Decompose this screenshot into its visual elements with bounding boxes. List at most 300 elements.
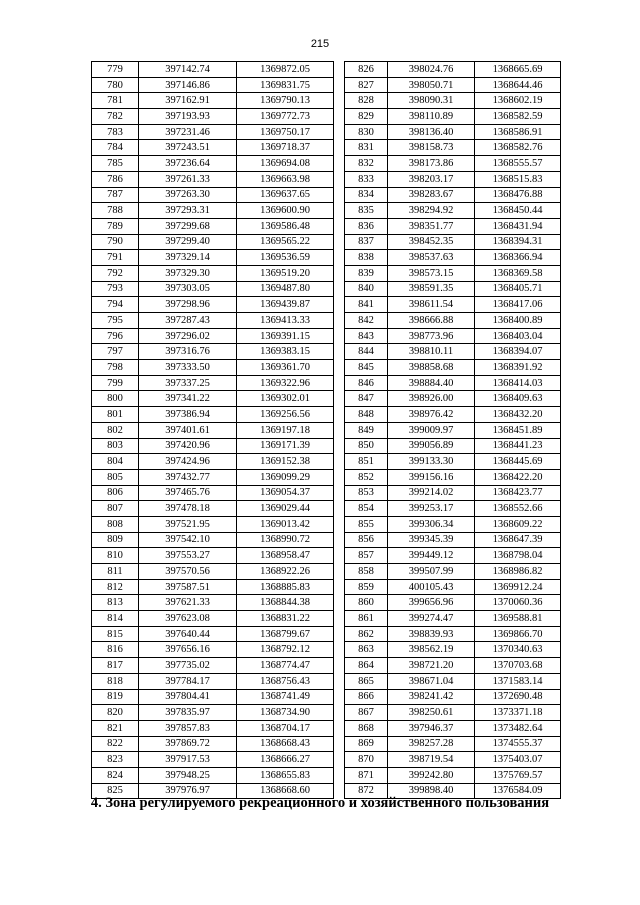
point-number-cell: 853 bbox=[345, 485, 388, 501]
point-number-cell: 847 bbox=[345, 391, 388, 407]
point-number-cell: 839 bbox=[345, 265, 388, 281]
table-row bbox=[92, 297, 334, 313]
y-coordinate-cell: 1368403.04 bbox=[475, 328, 561, 344]
y-coordinate-cell: 1368441.23 bbox=[475, 438, 561, 454]
table-row bbox=[92, 516, 334, 532]
y-coordinate-cell: 1369586.48 bbox=[237, 218, 334, 234]
table-row bbox=[345, 375, 561, 391]
table-row bbox=[92, 391, 334, 407]
point-number-cell: 784 bbox=[92, 140, 139, 156]
x-coordinate-cell: 397869.72 bbox=[139, 736, 237, 752]
table-row bbox=[345, 124, 561, 140]
x-coordinate-cell: 398452.35 bbox=[388, 234, 475, 250]
point-number-cell: 816 bbox=[92, 642, 139, 658]
table-row bbox=[345, 422, 561, 438]
table-row bbox=[345, 501, 561, 517]
point-number-cell: 869 bbox=[345, 736, 388, 752]
x-coordinate-cell: 399274.47 bbox=[388, 611, 475, 627]
table-row bbox=[92, 501, 334, 517]
x-coordinate-cell: 397329.14 bbox=[139, 250, 237, 266]
y-coordinate-cell: 1369383.15 bbox=[237, 344, 334, 360]
y-coordinate-cell: 1373371.18 bbox=[475, 705, 561, 721]
table-row bbox=[345, 658, 561, 674]
x-coordinate-cell: 397401.61 bbox=[139, 422, 237, 438]
table-row bbox=[345, 93, 561, 109]
point-number-cell: 819 bbox=[92, 689, 139, 705]
y-coordinate-cell: 1371583.14 bbox=[475, 673, 561, 689]
table-row bbox=[92, 595, 334, 611]
table-row bbox=[92, 93, 334, 109]
y-coordinate-cell: 1368734.90 bbox=[237, 705, 334, 721]
point-number-cell: 800 bbox=[92, 391, 139, 407]
table-row bbox=[345, 532, 561, 548]
table-row bbox=[345, 642, 561, 658]
y-coordinate-cell: 1368394.07 bbox=[475, 344, 561, 360]
table-row bbox=[92, 626, 334, 642]
y-coordinate-cell: 1368451.89 bbox=[475, 422, 561, 438]
x-coordinate-cell: 398591.35 bbox=[388, 281, 475, 297]
table-row bbox=[92, 548, 334, 564]
y-coordinate-cell: 1373482.64 bbox=[475, 720, 561, 736]
x-coordinate-cell: 399306.34 bbox=[388, 516, 475, 532]
table-row bbox=[345, 344, 561, 360]
table-row bbox=[345, 673, 561, 689]
y-coordinate-cell: 1368391.92 bbox=[475, 360, 561, 376]
x-coordinate-cell: 397263.30 bbox=[139, 187, 237, 203]
y-coordinate-cell: 1368414.03 bbox=[475, 375, 561, 391]
table-row bbox=[92, 642, 334, 658]
y-coordinate-cell: 1374555.37 bbox=[475, 736, 561, 752]
x-coordinate-cell: 398351.77 bbox=[388, 218, 475, 234]
point-number-cell: 799 bbox=[92, 375, 139, 391]
y-coordinate-cell: 1368431.94 bbox=[475, 218, 561, 234]
y-coordinate-cell: 1368799.67 bbox=[237, 626, 334, 642]
y-coordinate-cell: 1368704.17 bbox=[237, 720, 334, 736]
point-number-cell: 862 bbox=[345, 626, 388, 642]
point-number-cell: 792 bbox=[92, 265, 139, 281]
table-row bbox=[92, 720, 334, 736]
x-coordinate-cell: 398136.40 bbox=[388, 124, 475, 140]
y-coordinate-cell: 1369588.81 bbox=[475, 611, 561, 627]
x-coordinate-cell: 399214.02 bbox=[388, 485, 475, 501]
point-number-cell: 850 bbox=[345, 438, 388, 454]
x-coordinate-cell: 398250.61 bbox=[388, 705, 475, 721]
table-row bbox=[92, 736, 334, 752]
y-coordinate-cell: 1368885.83 bbox=[237, 579, 334, 595]
point-number-cell: 828 bbox=[345, 93, 388, 109]
point-number-cell: 870 bbox=[345, 752, 388, 768]
point-number-cell: 836 bbox=[345, 218, 388, 234]
point-number-cell: 802 bbox=[92, 422, 139, 438]
point-number-cell: 838 bbox=[345, 250, 388, 266]
point-number-cell: 809 bbox=[92, 532, 139, 548]
x-coordinate-cell: 397587.51 bbox=[139, 579, 237, 595]
y-coordinate-cell: 1369099.29 bbox=[237, 469, 334, 485]
x-coordinate-cell: 397623.08 bbox=[139, 611, 237, 627]
y-coordinate-cell: 1369565.22 bbox=[237, 234, 334, 250]
table-row bbox=[345, 187, 561, 203]
y-coordinate-cell: 1368986.82 bbox=[475, 564, 561, 580]
x-coordinate-cell: 397917.53 bbox=[139, 752, 237, 768]
y-coordinate-cell: 1368409.63 bbox=[475, 391, 561, 407]
x-coordinate-cell: 397386.94 bbox=[139, 407, 237, 423]
y-coordinate-cell: 1369256.56 bbox=[237, 407, 334, 423]
y-coordinate-cell: 1368831.22 bbox=[237, 611, 334, 627]
table-row bbox=[345, 469, 561, 485]
table-row bbox=[92, 313, 334, 329]
x-coordinate-cell: 397303.05 bbox=[139, 281, 237, 297]
point-number-cell: 793 bbox=[92, 281, 139, 297]
point-number-cell: 787 bbox=[92, 187, 139, 203]
x-coordinate-cell: 399345.39 bbox=[388, 532, 475, 548]
y-coordinate-cell: 1368405.71 bbox=[475, 281, 561, 297]
x-coordinate-cell: 397656.16 bbox=[139, 642, 237, 658]
y-coordinate-cell: 1368609.22 bbox=[475, 516, 561, 532]
section-heading: 4. Зона регулируемого рекреационного и хозяйственного пользования bbox=[90, 795, 550, 811]
point-number-cell: 826 bbox=[345, 62, 388, 78]
y-coordinate-cell: 1372690.48 bbox=[475, 689, 561, 705]
x-coordinate-cell: 398976.42 bbox=[388, 407, 475, 423]
table-row bbox=[92, 124, 334, 140]
x-coordinate-cell: 397424.96 bbox=[139, 454, 237, 470]
table-row bbox=[345, 77, 561, 93]
coordinates-table-body bbox=[345, 62, 561, 799]
point-number-cell: 857 bbox=[345, 548, 388, 564]
x-coordinate-cell: 397735.02 bbox=[139, 658, 237, 674]
x-coordinate-cell: 398173.86 bbox=[388, 156, 475, 172]
x-coordinate-cell: 398810.11 bbox=[388, 344, 475, 360]
table-row bbox=[92, 752, 334, 768]
y-coordinate-cell: 1368647.39 bbox=[475, 532, 561, 548]
x-coordinate-cell: 397553.27 bbox=[139, 548, 237, 564]
y-coordinate-cell: 1369391.15 bbox=[237, 328, 334, 344]
table-row bbox=[92, 265, 334, 281]
point-number-cell: 866 bbox=[345, 689, 388, 705]
point-number-cell: 783 bbox=[92, 124, 139, 140]
x-coordinate-cell: 398773.96 bbox=[388, 328, 475, 344]
point-number-cell: 785 bbox=[92, 156, 139, 172]
y-coordinate-cell: 1369302.01 bbox=[237, 391, 334, 407]
table-row bbox=[345, 109, 561, 125]
point-number-cell: 794 bbox=[92, 297, 139, 313]
y-coordinate-cell: 1369637.65 bbox=[237, 187, 334, 203]
point-number-cell: 872 bbox=[345, 783, 388, 799]
x-coordinate-cell: 397162.91 bbox=[139, 93, 237, 109]
x-coordinate-cell: 397299.68 bbox=[139, 218, 237, 234]
table-row bbox=[92, 171, 334, 187]
x-coordinate-cell: 399242.80 bbox=[388, 767, 475, 783]
y-coordinate-cell: 1369322.96 bbox=[237, 375, 334, 391]
point-number-cell: 864 bbox=[345, 658, 388, 674]
point-number-cell: 841 bbox=[345, 297, 388, 313]
table-row bbox=[345, 281, 561, 297]
y-coordinate-cell: 1368369.58 bbox=[475, 265, 561, 281]
point-number-cell: 859 bbox=[345, 579, 388, 595]
point-number-cell: 849 bbox=[345, 422, 388, 438]
point-number-cell: 813 bbox=[92, 595, 139, 611]
table-row bbox=[345, 720, 561, 736]
table-row bbox=[345, 752, 561, 768]
table-row bbox=[345, 454, 561, 470]
point-number-cell: 782 bbox=[92, 109, 139, 125]
x-coordinate-cell: 398050.71 bbox=[388, 77, 475, 93]
point-number-cell: 831 bbox=[345, 140, 388, 156]
x-coordinate-cell: 398671.04 bbox=[388, 673, 475, 689]
table-row bbox=[345, 611, 561, 627]
y-coordinate-cell: 1368741.49 bbox=[237, 689, 334, 705]
x-coordinate-cell: 397299.40 bbox=[139, 234, 237, 250]
y-coordinate-cell: 1368450.44 bbox=[475, 203, 561, 219]
y-coordinate-cell: 1368422.20 bbox=[475, 469, 561, 485]
x-coordinate-cell: 397296.02 bbox=[139, 328, 237, 344]
x-coordinate-cell: 397784.17 bbox=[139, 673, 237, 689]
point-number-cell: 835 bbox=[345, 203, 388, 219]
table-row bbox=[92, 705, 334, 721]
x-coordinate-cell: 397835.97 bbox=[139, 705, 237, 721]
x-coordinate-cell: 397243.51 bbox=[139, 140, 237, 156]
point-number-cell: 829 bbox=[345, 109, 388, 125]
x-coordinate-cell: 397142.74 bbox=[139, 62, 237, 78]
x-coordinate-cell: 398024.76 bbox=[388, 62, 475, 78]
table-row bbox=[92, 77, 334, 93]
x-coordinate-cell: 399898.40 bbox=[388, 783, 475, 799]
table-row bbox=[92, 203, 334, 219]
x-coordinate-cell: 398203.17 bbox=[388, 171, 475, 187]
point-number-cell: 845 bbox=[345, 360, 388, 376]
table-row bbox=[92, 281, 334, 297]
x-coordinate-cell: 397465.76 bbox=[139, 485, 237, 501]
y-coordinate-cell: 1369750.17 bbox=[237, 124, 334, 140]
x-coordinate-cell: 398283.67 bbox=[388, 187, 475, 203]
x-coordinate-cell: 397521.95 bbox=[139, 516, 237, 532]
y-coordinate-cell: 1368555.57 bbox=[475, 156, 561, 172]
y-coordinate-cell: 1369171.39 bbox=[237, 438, 334, 454]
table-row bbox=[345, 485, 561, 501]
x-coordinate-cell: 397146.86 bbox=[139, 77, 237, 93]
table-row bbox=[345, 156, 561, 172]
point-number-cell: 803 bbox=[92, 438, 139, 454]
table-row bbox=[92, 109, 334, 125]
point-number-cell: 818 bbox=[92, 673, 139, 689]
table-row bbox=[92, 564, 334, 580]
x-coordinate-cell: 398110.89 bbox=[388, 109, 475, 125]
table-row bbox=[345, 313, 561, 329]
point-number-cell: 854 bbox=[345, 501, 388, 517]
x-coordinate-cell: 397261.33 bbox=[139, 171, 237, 187]
point-number-cell: 807 bbox=[92, 501, 139, 517]
x-coordinate-cell: 398573.15 bbox=[388, 265, 475, 281]
point-number-cell: 810 bbox=[92, 548, 139, 564]
x-coordinate-cell: 397570.56 bbox=[139, 564, 237, 580]
table-row bbox=[345, 140, 561, 156]
y-coordinate-cell: 1369718.37 bbox=[237, 140, 334, 156]
point-number-cell: 861 bbox=[345, 611, 388, 627]
point-number-cell: 840 bbox=[345, 281, 388, 297]
point-number-cell: 843 bbox=[345, 328, 388, 344]
point-number-cell: 805 bbox=[92, 469, 139, 485]
table-row bbox=[345, 736, 561, 752]
table-row bbox=[345, 407, 561, 423]
table-row bbox=[345, 438, 561, 454]
table-row bbox=[345, 391, 561, 407]
y-coordinate-cell: 1369912.24 bbox=[475, 579, 561, 595]
point-number-cell: 822 bbox=[92, 736, 139, 752]
x-coordinate-cell: 397333.50 bbox=[139, 360, 237, 376]
y-coordinate-cell: 1368582.76 bbox=[475, 140, 561, 156]
point-number-cell: 868 bbox=[345, 720, 388, 736]
table-row bbox=[92, 328, 334, 344]
x-coordinate-cell: 397193.93 bbox=[139, 109, 237, 125]
y-coordinate-cell: 1369413.33 bbox=[237, 313, 334, 329]
point-number-cell: 827 bbox=[345, 77, 388, 93]
y-coordinate-cell: 1369152.38 bbox=[237, 454, 334, 470]
x-coordinate-cell: 397420.96 bbox=[139, 438, 237, 454]
x-coordinate-cell: 397804.41 bbox=[139, 689, 237, 705]
table-row bbox=[92, 438, 334, 454]
y-coordinate-cell: 1368644.46 bbox=[475, 77, 561, 93]
y-coordinate-cell: 1370340.63 bbox=[475, 642, 561, 658]
x-coordinate-cell: 399056.89 bbox=[388, 438, 475, 454]
y-coordinate-cell: 1369872.05 bbox=[237, 62, 334, 78]
x-coordinate-cell: 399133.30 bbox=[388, 454, 475, 470]
y-coordinate-cell: 1368844.38 bbox=[237, 595, 334, 611]
table-row bbox=[345, 171, 561, 187]
y-coordinate-cell: 1369600.90 bbox=[237, 203, 334, 219]
table-row bbox=[345, 234, 561, 250]
point-number-cell: 786 bbox=[92, 171, 139, 187]
x-coordinate-cell: 397341.22 bbox=[139, 391, 237, 407]
point-number-cell: 823 bbox=[92, 752, 139, 768]
y-coordinate-cell: 1368366.94 bbox=[475, 250, 561, 266]
x-coordinate-cell: 398721.20 bbox=[388, 658, 475, 674]
table-row bbox=[345, 62, 561, 78]
point-number-cell: 808 bbox=[92, 516, 139, 532]
x-coordinate-cell: 398294.92 bbox=[388, 203, 475, 219]
x-coordinate-cell: 398611.54 bbox=[388, 297, 475, 313]
y-coordinate-cell: 1369694.08 bbox=[237, 156, 334, 172]
table-row bbox=[92, 360, 334, 376]
point-number-cell: 844 bbox=[345, 344, 388, 360]
point-number-cell: 863 bbox=[345, 642, 388, 658]
x-coordinate-cell: 397946.37 bbox=[388, 720, 475, 736]
point-number-cell: 846 bbox=[345, 375, 388, 391]
point-number-cell: 789 bbox=[92, 218, 139, 234]
x-coordinate-cell: 399253.17 bbox=[388, 501, 475, 517]
y-coordinate-cell: 1369663.98 bbox=[237, 171, 334, 187]
point-number-cell: 867 bbox=[345, 705, 388, 721]
x-coordinate-cell: 399449.12 bbox=[388, 548, 475, 564]
x-coordinate-cell: 397948.25 bbox=[139, 767, 237, 783]
y-coordinate-cell: 1368432.20 bbox=[475, 407, 561, 423]
point-number-cell: 833 bbox=[345, 171, 388, 187]
table-row bbox=[92, 767, 334, 783]
y-coordinate-cell: 1368922.26 bbox=[237, 564, 334, 580]
point-number-cell: 797 bbox=[92, 344, 139, 360]
y-coordinate-cell: 1375769.57 bbox=[475, 767, 561, 783]
point-number-cell: 817 bbox=[92, 658, 139, 674]
point-number-cell: 865 bbox=[345, 673, 388, 689]
point-number-cell: 834 bbox=[345, 187, 388, 203]
y-coordinate-cell: 1369029.44 bbox=[237, 501, 334, 517]
point-number-cell: 804 bbox=[92, 454, 139, 470]
x-coordinate-cell: 397293.31 bbox=[139, 203, 237, 219]
point-number-cell: 790 bbox=[92, 234, 139, 250]
x-coordinate-cell: 398537.63 bbox=[388, 250, 475, 266]
point-number-cell: 871 bbox=[345, 767, 388, 783]
x-coordinate-cell: 397857.83 bbox=[139, 720, 237, 736]
table-row bbox=[92, 611, 334, 627]
y-coordinate-cell: 1368990.72 bbox=[237, 532, 334, 548]
y-coordinate-cell: 1369487.80 bbox=[237, 281, 334, 297]
y-coordinate-cell: 1368423.77 bbox=[475, 485, 561, 501]
x-coordinate-cell: 397640.44 bbox=[139, 626, 237, 642]
x-coordinate-cell: 399009.97 bbox=[388, 422, 475, 438]
table-row bbox=[92, 532, 334, 548]
x-coordinate-cell: 397432.77 bbox=[139, 469, 237, 485]
y-coordinate-cell: 1369866.70 bbox=[475, 626, 561, 642]
table-row bbox=[92, 218, 334, 234]
point-number-cell: 791 bbox=[92, 250, 139, 266]
table-row bbox=[345, 360, 561, 376]
table-row bbox=[92, 344, 334, 360]
point-number-cell: 779 bbox=[92, 62, 139, 78]
table-row bbox=[345, 328, 561, 344]
y-coordinate-cell: 1368515.83 bbox=[475, 171, 561, 187]
table-row bbox=[345, 579, 561, 595]
table-row bbox=[92, 62, 334, 78]
y-coordinate-cell: 1368756.43 bbox=[237, 673, 334, 689]
x-coordinate-cell: 397287.43 bbox=[139, 313, 237, 329]
table-row bbox=[345, 564, 561, 580]
y-coordinate-cell: 1369772.73 bbox=[237, 109, 334, 125]
point-number-cell: 825 bbox=[92, 783, 139, 799]
x-coordinate-cell: 398158.73 bbox=[388, 140, 475, 156]
point-number-cell: 858 bbox=[345, 564, 388, 580]
point-number-cell: 855 bbox=[345, 516, 388, 532]
point-number-cell: 780 bbox=[92, 77, 139, 93]
x-coordinate-cell: 397231.46 bbox=[139, 124, 237, 140]
x-coordinate-cell: 397478.18 bbox=[139, 501, 237, 517]
x-coordinate-cell: 398839.93 bbox=[388, 626, 475, 642]
table-row bbox=[345, 595, 561, 611]
table-row bbox=[92, 673, 334, 689]
point-number-cell: 781 bbox=[92, 93, 139, 109]
table-row bbox=[92, 485, 334, 501]
x-coordinate-cell: 398926.00 bbox=[388, 391, 475, 407]
x-coordinate-cell: 397329.30 bbox=[139, 265, 237, 281]
table-row bbox=[92, 454, 334, 470]
table-row bbox=[92, 234, 334, 250]
y-coordinate-cell: 1368798.04 bbox=[475, 548, 561, 564]
point-number-cell: 830 bbox=[345, 124, 388, 140]
point-number-cell: 815 bbox=[92, 626, 139, 642]
table-row bbox=[345, 705, 561, 721]
y-coordinate-cell: 1375403.07 bbox=[475, 752, 561, 768]
point-number-cell: 798 bbox=[92, 360, 139, 376]
x-coordinate-cell: 398090.31 bbox=[388, 93, 475, 109]
point-number-cell: 801 bbox=[92, 407, 139, 423]
table-row bbox=[92, 187, 334, 203]
point-number-cell: 852 bbox=[345, 469, 388, 485]
table-row bbox=[345, 250, 561, 266]
x-coordinate-cell: 398884.40 bbox=[388, 375, 475, 391]
y-coordinate-cell: 1369519.20 bbox=[237, 265, 334, 281]
y-coordinate-cell: 1368666.27 bbox=[237, 752, 334, 768]
point-number-cell: 812 bbox=[92, 579, 139, 595]
y-coordinate-cell: 1368417.06 bbox=[475, 297, 561, 313]
y-coordinate-cell: 1369361.70 bbox=[237, 360, 334, 376]
x-coordinate-cell: 398257.28 bbox=[388, 736, 475, 752]
